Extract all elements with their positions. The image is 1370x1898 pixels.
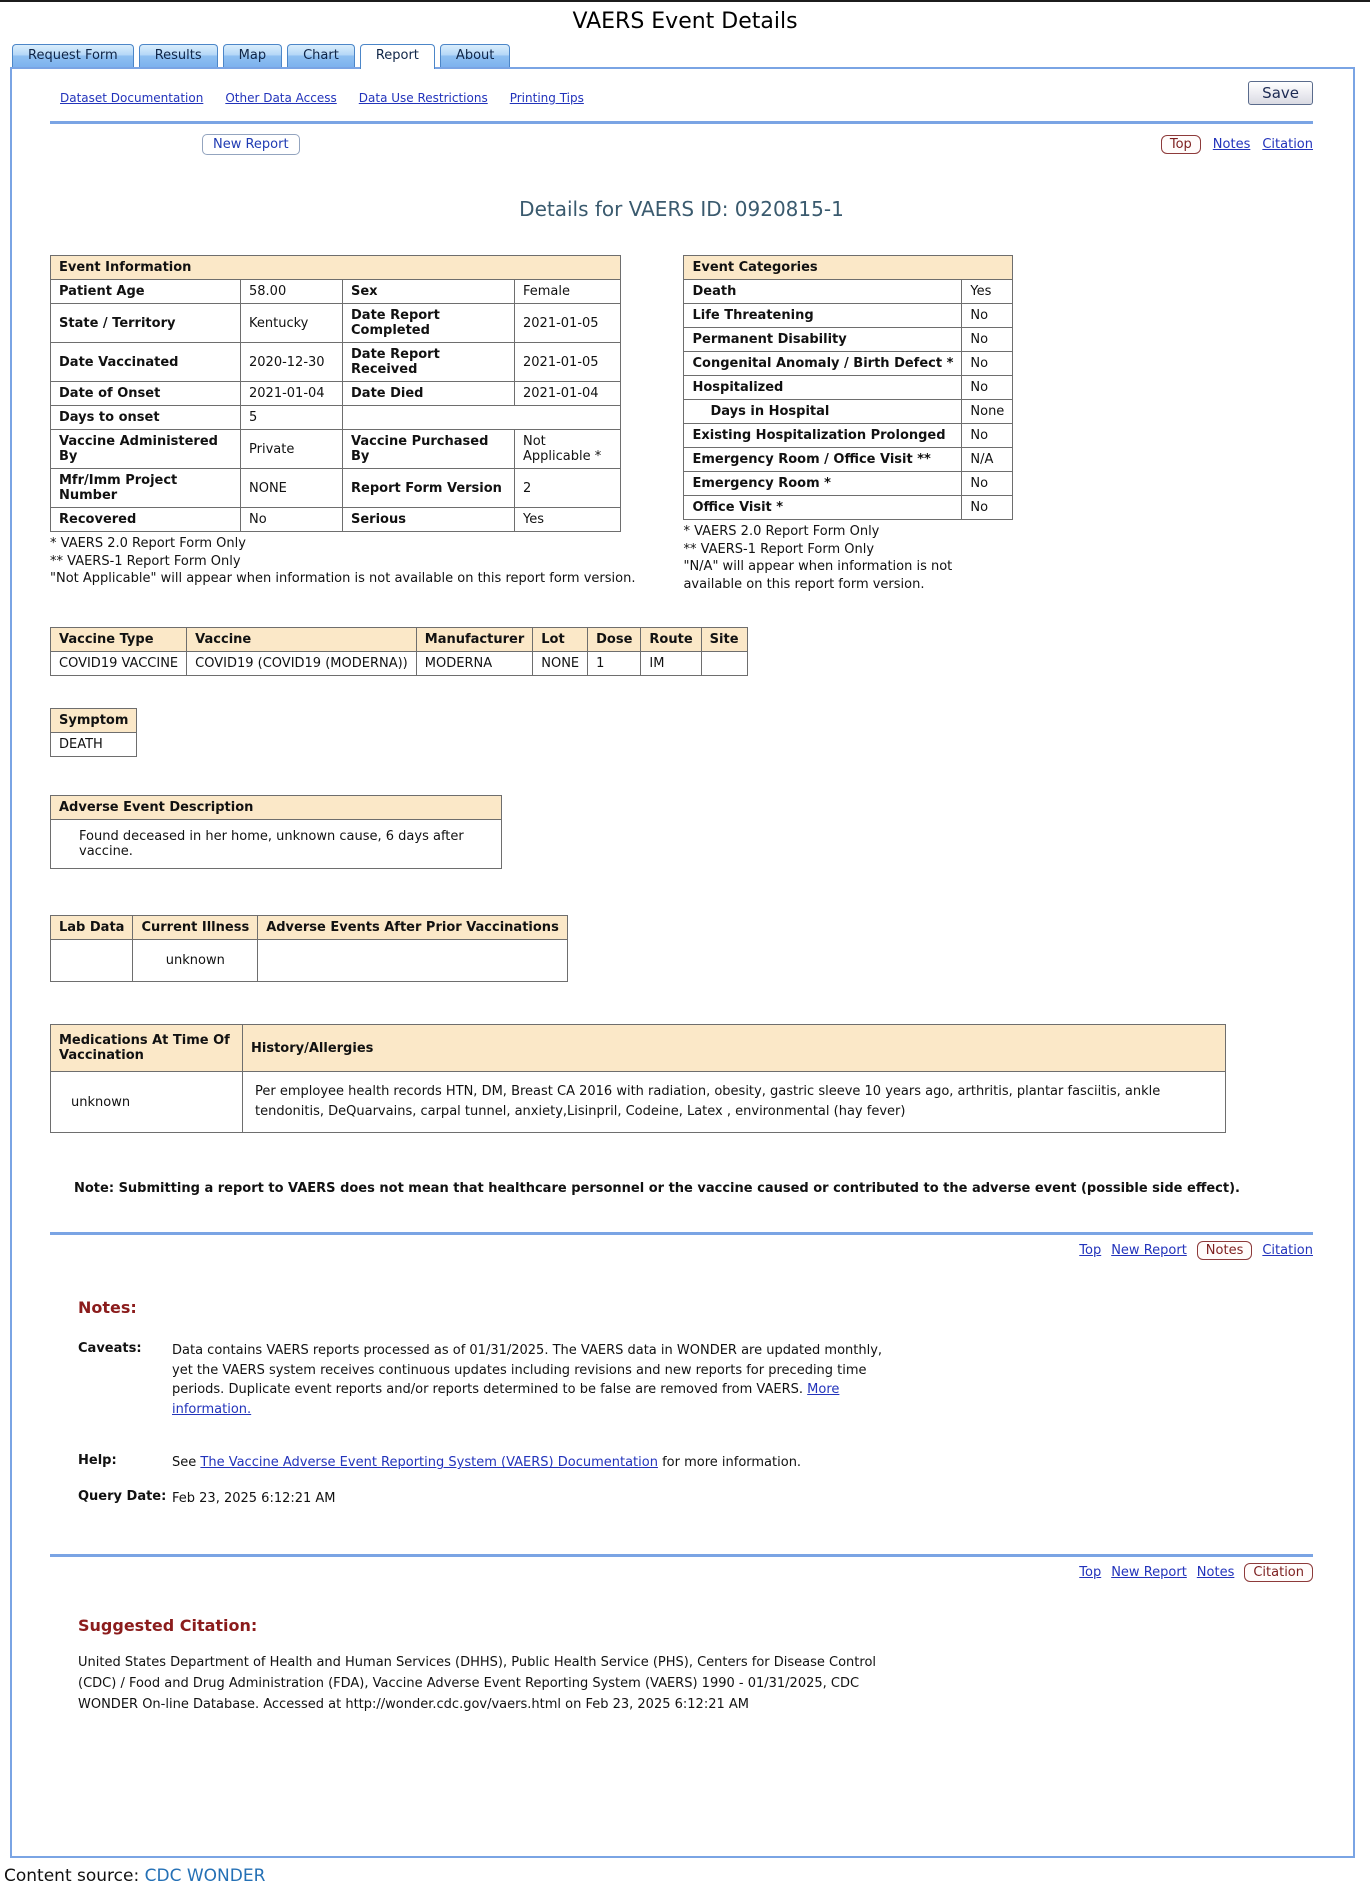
cell-label: Days in Hospital <box>684 400 962 424</box>
table-row <box>51 430 621 469</box>
cell-label: Vaccine Administered By <box>51 430 241 469</box>
table-row <box>51 820 502 869</box>
cell-label: Vaccine Purchased By <box>343 430 515 469</box>
cell-value: Not Applicable * <box>515 430 621 469</box>
event-information-footnotes <box>50 535 635 588</box>
event-categories-footnotes <box>683 523 985 593</box>
query-date-value: Feb 23, 2025 6:12:21 AM <box>172 1490 336 1506</box>
suggested-citation-heading: Suggested Citation: <box>78 1616 258 1636</box>
cell-value: Kentucky <box>241 304 343 343</box>
table-row <box>684 472 1013 496</box>
toolbar-links <box>60 91 584 105</box>
column-header: Vaccine <box>187 628 417 652</box>
cell-value: No <box>962 424 1013 448</box>
cdc-wonder-link[interactable]: CDC WONDER <box>144 1865 266 1886</box>
cell-value: 1 <box>588 652 641 676</box>
caveats-text <box>172 1341 897 1419</box>
table-row <box>51 508 621 532</box>
footnote-line: * VAERS 2.0 Report Form Only <box>50 536 246 551</box>
cell-value: 2021-01-04 <box>515 382 621 406</box>
table-row <box>51 733 137 757</box>
page-title: Details for VAERS ID: 0920815-1 <box>519 197 844 221</box>
table-row <box>51 406 621 430</box>
column-header: Current Illness <box>133 916 258 940</box>
table-header-row <box>51 796 502 820</box>
toolbar <box>50 81 1313 105</box>
cell-value: No <box>962 328 1013 352</box>
cell-value <box>51 940 133 982</box>
dataset-documentation-link[interactable]: Dataset Documentation <box>60 91 204 105</box>
citation-nav-row <box>50 1563 1313 1582</box>
help-suffix: for more information. <box>657 1455 802 1471</box>
footnote-line: ** VAERS-1 Report Form Only <box>683 541 875 557</box>
save-button[interactable]: Save <box>1248 81 1313 105</box>
tab-bar <box>12 44 1370 67</box>
cell-value: 58.00 <box>241 280 343 304</box>
table-row <box>684 424 1013 448</box>
footnote-line: "N/A" will appear when information is not available on this report form version. <box>683 559 953 592</box>
app-title: VAERS Event Details <box>572 9 798 34</box>
cell-value: N/A <box>962 448 1013 472</box>
content-source <box>4 1866 1370 1886</box>
cell-label: Life Threatening <box>684 304 962 328</box>
cell-label: Date of Onset <box>51 382 241 406</box>
cell-value: IM <box>641 652 701 676</box>
section-divider <box>50 121 1313 124</box>
cell-value: COVID19 VACCINE <box>51 652 187 676</box>
section-divider <box>50 1554 1313 1557</box>
cell-value: COVID19 (COVID19 (MODERNA)) <box>187 652 417 676</box>
table-row <box>684 376 1013 400</box>
notes-section <box>78 1298 1313 1508</box>
cell-label: Emergency Room * <box>684 472 962 496</box>
footnote-line: ** VAERS-1 Report Form Only <box>50 553 241 569</box>
help-row <box>78 1453 1313 1473</box>
table-row <box>684 352 1013 376</box>
cell-value: 5 <box>241 406 343 430</box>
cell-empty <box>343 406 621 430</box>
footnote-line: "Not Applicable" will appear when information is not available on this report form version. <box>50 571 636 587</box>
cell-label: Report Form Version <box>343 469 515 508</box>
event-information-title: Event Information <box>51 256 621 280</box>
data-use-restrictions-link[interactable]: Data Use Restrictions <box>358 91 488 105</box>
suggested-citation-text: United States Department of Health and Human Services (DHHS), Public Health Service (PHS), Centers for Disease Control (CDC) / Food and Drug Administration (FDA), Vaccine Adverse Event Reporting System (VAERS) 1990 - 01/31/2025, CDC WONDER On-line Database. Accessed at http://wonder.cdc.gov/vaers.html on Feb 23, 2025 6:12:21 AM <box>78 1655 877 1713</box>
summary-columns <box>50 255 1313 593</box>
table-header-row <box>684 256 1013 280</box>
notes-link[interactable]: Notes <box>1212 137 1251 152</box>
cell-value: NONE <box>533 652 588 676</box>
notes-nav-row <box>50 1241 1313 1260</box>
column-header: History/Allergies <box>243 1025 1226 1072</box>
cell-value <box>701 652 747 676</box>
caveats-label: Caveats: <box>78 1341 142 1357</box>
adverse-event-title: Adverse Event Description <box>51 796 502 820</box>
table-row <box>51 940 568 982</box>
tab-results[interactable]: Results <box>139 44 218 67</box>
cell-value: unknown <box>133 940 258 982</box>
cell-label: Serious <box>343 508 515 532</box>
cell-value: No <box>962 376 1013 400</box>
cell-label: Date Vaccinated <box>51 343 241 382</box>
citation-link[interactable]: Citation <box>1244 1563 1313 1582</box>
table-header-row <box>51 1025 1226 1072</box>
cell-value: No <box>241 508 343 532</box>
cell-label: Emergency Room / Office Visit ** <box>684 448 962 472</box>
cell-label: Mfr/Imm Project Number <box>51 469 241 508</box>
column-header: Adverse Events After Prior Vaccinations <box>258 916 568 940</box>
cell-value: No <box>962 472 1013 496</box>
content-source-label: Content source: <box>4 1865 140 1886</box>
cell-value: MODERNA <box>416 652 532 676</box>
cell-value: NONE <box>241 469 343 508</box>
column-header: Medications At Time Of Vaccination <box>51 1025 243 1072</box>
new-report-link[interactable]: New Report <box>1111 1243 1187 1259</box>
table-row <box>51 280 621 304</box>
cell-label: Existing Hospitalization Prolonged <box>684 424 962 448</box>
table-row <box>684 280 1013 304</box>
other-data-access-link[interactable]: Other Data Access <box>225 91 337 105</box>
cell-label: Permanent Disability <box>684 328 962 352</box>
section-divider <box>50 1232 1313 1235</box>
cell-value: 2 <box>515 469 621 508</box>
caveats-row <box>78 1341 1313 1419</box>
symptom-table <box>50 708 137 757</box>
column-header: Site <box>701 628 747 652</box>
cell-value: No <box>962 496 1013 520</box>
cell-label: Congenital Anomaly / Birth Defect * <box>684 352 962 376</box>
table-row <box>51 652 748 676</box>
suggested-citation-section <box>78 1616 1313 1715</box>
more-information-link[interactable]: More information. <box>172 1382 840 1417</box>
vaccine-table <box>50 627 748 676</box>
column-header: Manufacturer <box>416 628 532 652</box>
event-categories-table <box>683 255 1013 520</box>
notes-link[interactable]: Notes <box>1196 1565 1235 1581</box>
table-row <box>684 496 1013 520</box>
column-header: Route <box>641 628 701 652</box>
help-text <box>172 1453 801 1473</box>
cell-value: Yes <box>515 508 621 532</box>
column-header: Dose <box>588 628 641 652</box>
cell-label: State / Territory <box>51 304 241 343</box>
table-header-row <box>51 256 621 280</box>
table-header-row <box>51 709 137 733</box>
table-header-row <box>51 628 748 652</box>
caveats-body: Data contains VAERS reports processed as of 01/31/2025. The VAERS data in WONDER are updated monthly, yet the VAERS system receives continuous updates including revisions and new reports for preceding time periods. Duplicate event reports and/or reports determined to be false are removed from VAERS. <box>172 1343 883 1398</box>
cell-value: DEATH <box>51 733 137 757</box>
cell-label: Office Visit * <box>684 496 962 520</box>
cell-value: 2021-01-05 <box>515 343 621 382</box>
event-information-section <box>50 255 635 588</box>
tab-about[interactable]: About <box>440 44 510 67</box>
table-row <box>684 328 1013 352</box>
cell-label: Date Report Completed <box>343 304 515 343</box>
cell-label: Hospitalized <box>684 376 962 400</box>
cell-value: 2021-01-04 <box>241 382 343 406</box>
cell-value <box>258 940 568 982</box>
adverse-event-description-table <box>50 795 502 869</box>
cell-label: Days to onset <box>51 406 241 430</box>
cell-value: Private <box>241 430 343 469</box>
history-allergies-value: Per employee health records HTN, DM, Breast CA 2016 with radiation, obesity, gastric sleeve 10 years ago, arthritis, plantar fasciitis, ankle tendonitis, DeQuarvains, carpal tunnel, anxiety,Lisinpril, Codeine, Latex , environmental (hay fever) <box>243 1072 1226 1133</box>
table-row <box>684 448 1013 472</box>
notes-heading: Notes: <box>78 1298 137 1318</box>
lab-data-table <box>50 915 568 982</box>
cell-label: Date Died <box>343 382 515 406</box>
table-header-row <box>51 916 568 940</box>
query-date-row <box>78 1489 1313 1509</box>
top-link[interactable]: Top <box>1079 1565 1102 1581</box>
cell-value: Female <box>515 280 621 304</box>
tab-map[interactable]: Map <box>223 44 282 67</box>
table-row <box>51 469 621 508</box>
top-nav-row <box>50 134 1313 155</box>
table-row <box>51 304 621 343</box>
event-categories-section <box>683 255 1005 593</box>
cell-label: Patient Age <box>51 280 241 304</box>
cell-value: Yes <box>962 280 1013 304</box>
adverse-event-text: Found deceased in her home, unknown cause, 6 days after vaccine. <box>51 820 502 869</box>
table-row <box>51 382 621 406</box>
citation-link[interactable]: Citation <box>1262 137 1313 152</box>
table-row <box>684 304 1013 328</box>
column-header: Lot <box>533 628 588 652</box>
symptom-title: Symptom <box>51 709 137 733</box>
citation-link[interactable]: Citation <box>1262 1243 1313 1259</box>
tab-request-form[interactable]: Request Form <box>12 44 134 67</box>
column-header: Vaccine Type <box>51 628 187 652</box>
table-row <box>51 1072 1226 1133</box>
top-link[interactable]: Top <box>1079 1243 1102 1259</box>
cell-label: Recovered <box>51 508 241 532</box>
cell-value: 2020-12-30 <box>241 343 343 382</box>
event-categories-title: Event Categories <box>684 256 1013 280</box>
cell-value: 2021-01-05 <box>515 304 621 343</box>
tab-report[interactable]: Report <box>360 44 435 69</box>
cell-value: No <box>962 304 1013 328</box>
cell-label: Date Report Received <box>343 343 515 382</box>
cell-value: No <box>962 352 1013 376</box>
cell-label: Sex <box>343 280 515 304</box>
help-label: Help: <box>78 1453 117 1469</box>
medications-table <box>50 1024 1226 1133</box>
vaers-note-text: Note: Submitting a report to VAERS does not mean that healthcare personnel or the vaccine caused or contributed to the adverse event (possible side effect). <box>74 1181 1240 1197</box>
medications-value: unknown <box>51 1072 243 1133</box>
new-report-link[interactable]: New Report <box>1111 1565 1187 1581</box>
column-header: Lab Data <box>51 916 133 940</box>
top-link[interactable]: Top <box>1161 135 1201 154</box>
footnote-line: * VAERS 2.0 Report Form Only <box>683 524 880 539</box>
table-row <box>51 343 621 382</box>
vaers-documentation-link[interactable]: The Vaccine Adverse Event Reporting System (VAERS) Documentation <box>200 1455 658 1471</box>
report-panel <box>10 67 1355 1858</box>
event-information-table <box>50 255 621 532</box>
table-row <box>684 400 1013 424</box>
cell-value: None <box>962 400 1013 424</box>
printing-tips-link[interactable]: Printing Tips <box>509 91 584 105</box>
new-report-button[interactable]: New Report <box>202 134 300 155</box>
tab-chart[interactable]: Chart <box>287 44 355 67</box>
help-prefix: See <box>172 1455 201 1471</box>
query-date-label: Query Date: <box>78 1488 167 1504</box>
cell-label: Death <box>684 280 962 304</box>
notes-link[interactable]: Notes <box>1197 1241 1253 1260</box>
